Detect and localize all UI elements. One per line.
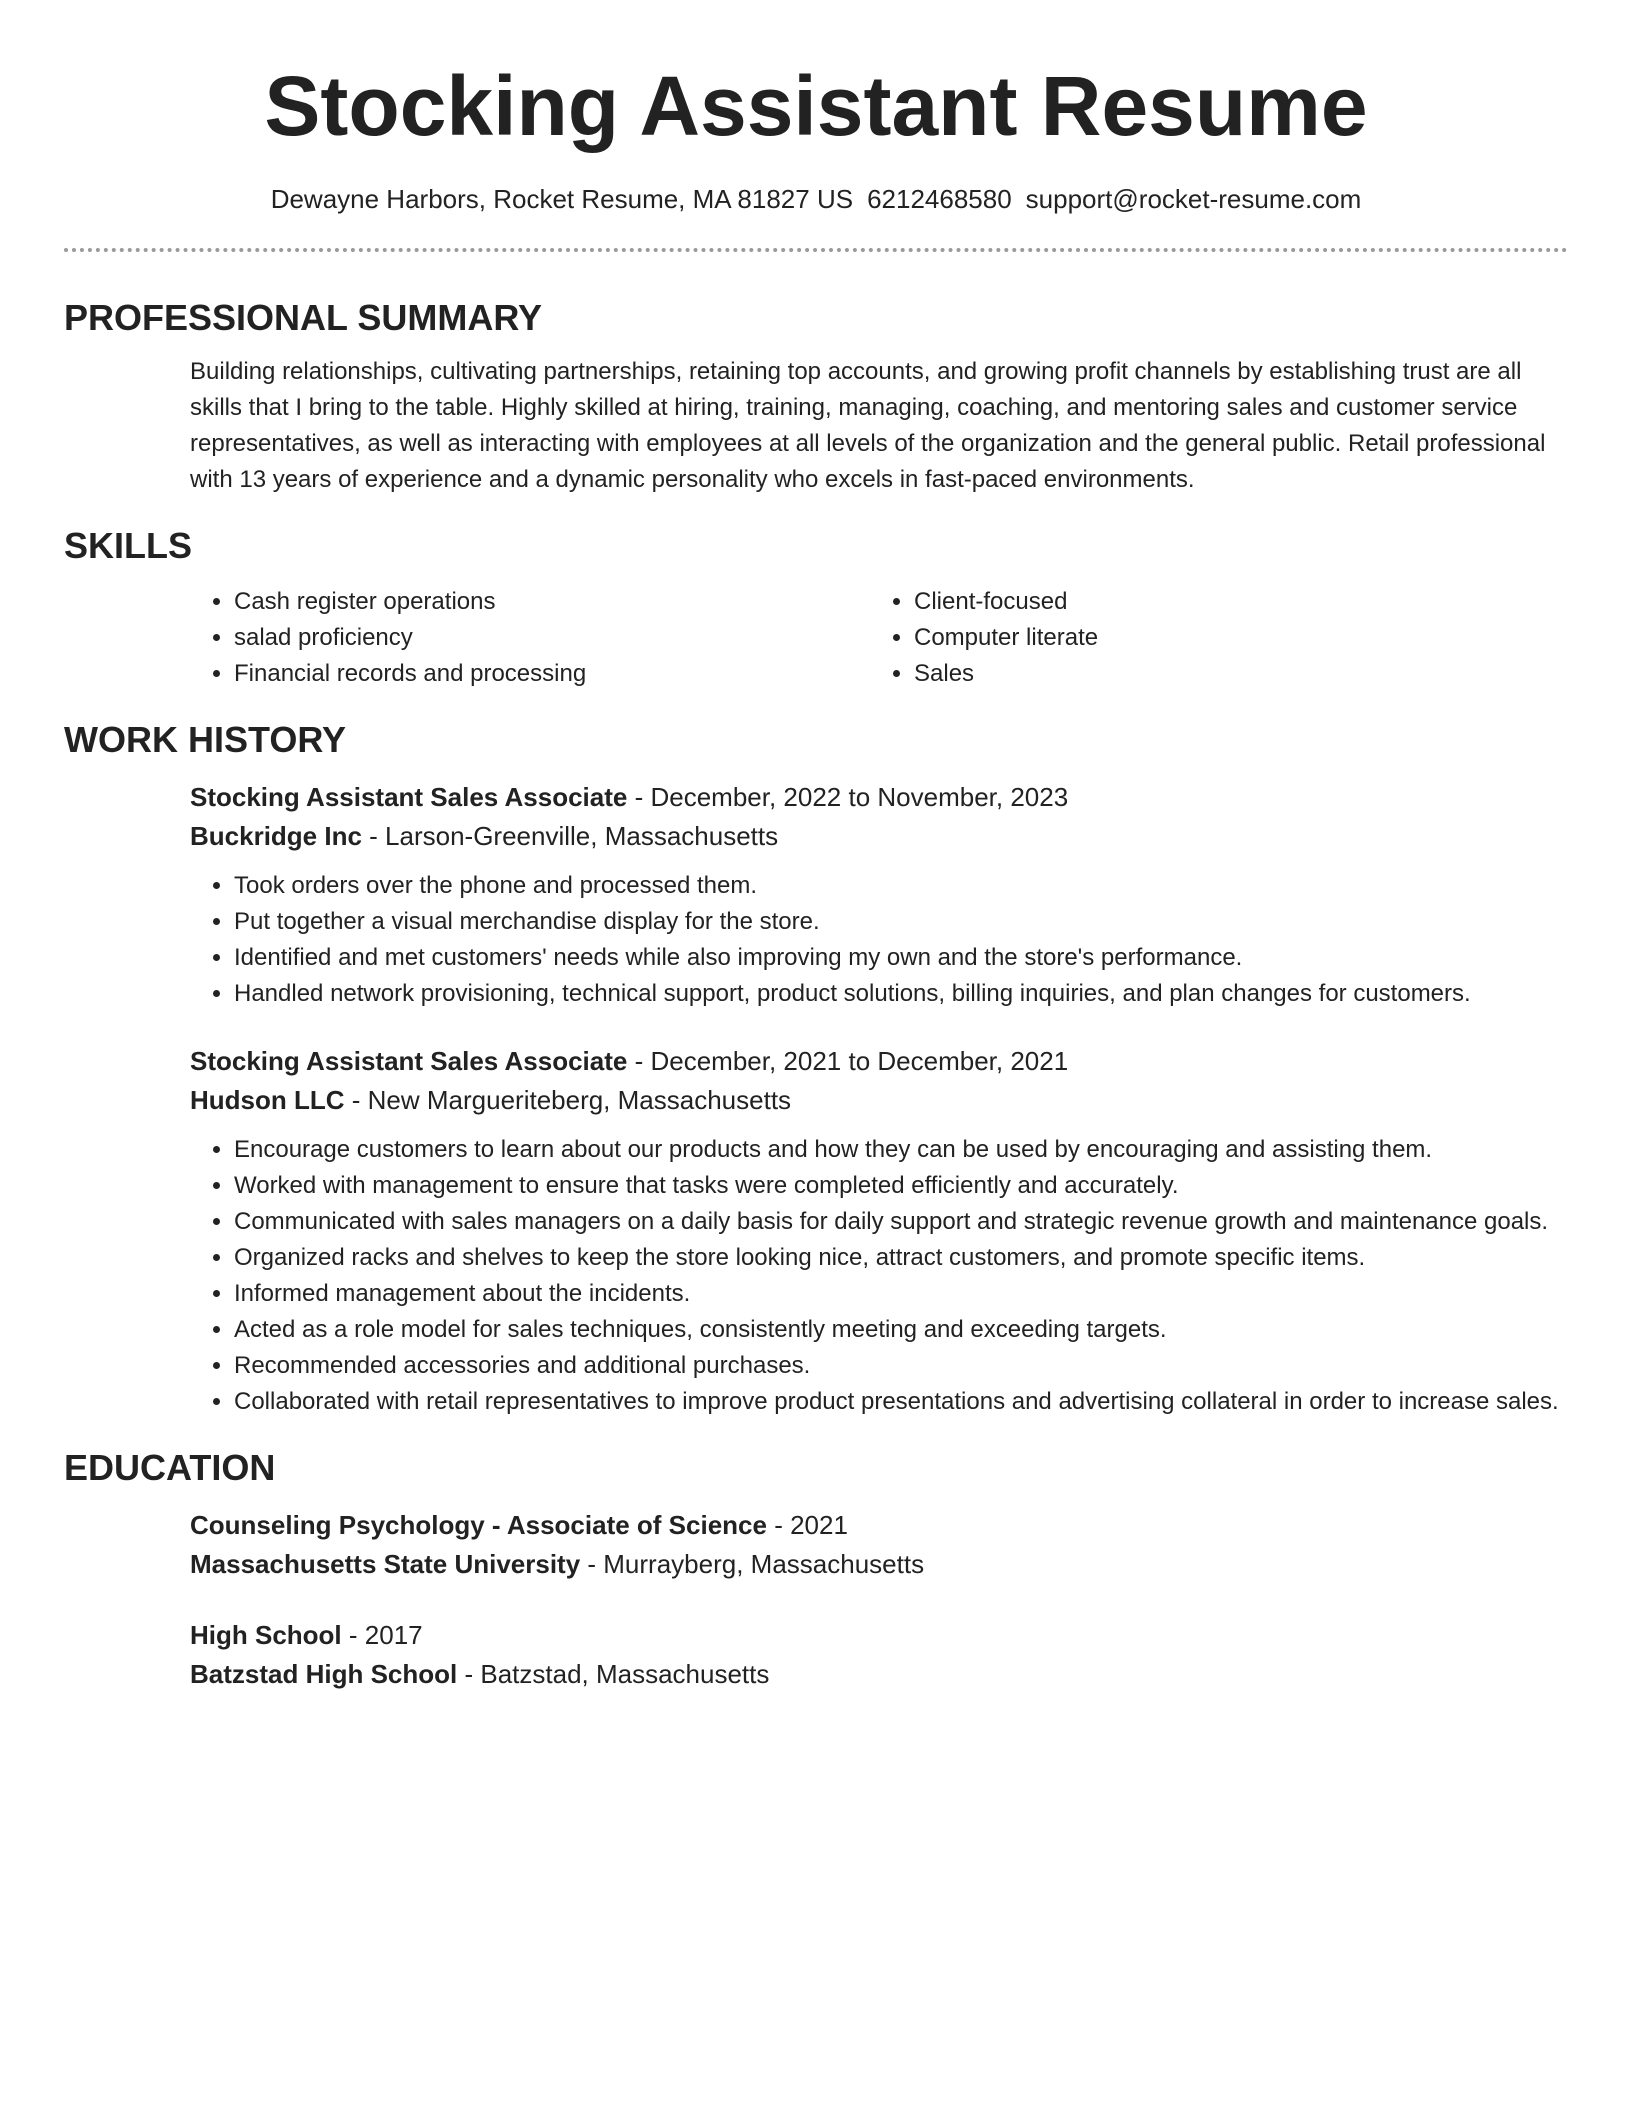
- job-dates: - December, 2022 to November, 2023: [627, 782, 1069, 812]
- job-entry: [190, 778, 1568, 1012]
- skills-list: [190, 584, 1568, 692]
- job-bullet: • Encourage customers to learn about our products and how they can be used by encouraging and assisting them.: [234, 1132, 1568, 1168]
- job-company-line: [190, 817, 1568, 856]
- contact-line: [64, 182, 1568, 216]
- school-line: [190, 1655, 1568, 1694]
- resume-page: [64, 0, 1568, 1694]
- contact-email: support@rocket-resume.com: [1025, 184, 1362, 214]
- job-bullets: [190, 868, 1568, 1012]
- job-company-line: [190, 1081, 1568, 1120]
- job-title: Stocking Assistant Sales Associate: [190, 782, 628, 812]
- job-bullet: • Collaborated with retail representatives to improve product presentations and advertising collateral in order to increase sales.: [234, 1384, 1568, 1420]
- summary-text: Building relationships, cultivating partnerships, retaining top accounts, and growing profit channels by establishing trust are all skills that I bring to the table. Highly skilled at hiring, training, managing, coaching, and mentoring sales and customer service representatives, as well as interacting with employees at all levels of the organization and the general public. Retail professional with 13 years of experience and a dynamic personality who excels in fast-paced environments.: [190, 358, 1546, 493]
- school-line: [190, 1545, 1568, 1584]
- job-bullet: • Informed management about the incidents.: [234, 1276, 1568, 1312]
- header-divider: [64, 248, 1568, 252]
- summary-heading: PROFESSIONAL SUMMARY: [64, 297, 543, 338]
- skill-item: • Sales: [914, 656, 1550, 692]
- degree-year: - 2017: [341, 1620, 423, 1650]
- job-bullet: • Took orders over the phone and processed them.: [234, 868, 1568, 904]
- school-name: Massachusetts State University: [190, 1549, 581, 1579]
- contact-address: Dewayne Harbors, Rocket Resume, MA 81827 US: [270, 184, 854, 214]
- job-location: - Larson-Greenville, Massachusetts: [361, 821, 779, 851]
- work-history-heading: WORK HISTORY: [64, 719, 347, 760]
- degree-name: Counseling Psychology - Associate of Science: [190, 1510, 767, 1540]
- education-entry: [190, 1506, 1568, 1584]
- job-title: Stocking Assistant Sales Associate: [190, 1046, 628, 1076]
- job-bullet: • Handled network provisioning, technical support, product solutions, billing inquiries, and plan changes for customers.: [234, 976, 1568, 1012]
- degree-name: High School: [190, 1620, 342, 1650]
- job-entry: [190, 1042, 1568, 1420]
- job-title-line: [190, 778, 1568, 817]
- skill-item: • Computer literate: [914, 620, 1550, 656]
- job-company: Hudson LLC: [190, 1085, 345, 1115]
- resume-title: Stocking Assistant Resume: [264, 59, 1368, 153]
- degree-line: [190, 1616, 1568, 1655]
- job-dates: - December, 2021 to December, 2021: [627, 1046, 1069, 1076]
- school-location: - Batzstad, Massachusetts: [457, 1659, 770, 1689]
- skills-column-left: [190, 584, 870, 692]
- job-bullets: [190, 1132, 1568, 1420]
- degree-year: - 2021: [766, 1510, 848, 1540]
- school-name: Batzstad High School: [190, 1659, 458, 1689]
- job-bullet: • Organized racks and shelves to keep the store looking nice, attract customers, and promote specific items.: [234, 1240, 1568, 1276]
- skills-heading: SKILLS: [64, 525, 193, 566]
- contact-phone: 6212468580: [867, 184, 1012, 214]
- education-heading: EDUCATION: [64, 1447, 276, 1488]
- summary-section: [190, 354, 1568, 498]
- skill-item: • salad proficiency: [234, 620, 870, 656]
- skill-item: • Client-focused: [914, 584, 1550, 620]
- degree-line: [190, 1506, 1568, 1545]
- job-bullet: • Acted as a role model for sales techniques, consistently meeting and exceeding targets.: [234, 1312, 1568, 1348]
- skill-item: • Financial records and processing: [234, 656, 870, 692]
- job-bullet: • Recommended accessories and additional purchases.: [234, 1348, 1568, 1384]
- job-bullet: • Communicated with sales managers on a daily basis for daily support and strategic revenue growth and maintenance goals.: [234, 1204, 1568, 1240]
- skill-item: • Cash register operations: [234, 584, 870, 620]
- skills-column-right: [870, 584, 1550, 692]
- school-location: - Murrayberg, Massachusetts: [580, 1549, 925, 1579]
- job-company: Buckridge Inc: [190, 821, 362, 851]
- job-location: - New Margueriteberg, Massachusetts: [344, 1085, 792, 1115]
- education-entry: [190, 1616, 1568, 1694]
- job-bullet: • Put together a visual merchandise display for the store.: [234, 904, 1568, 940]
- job-bullet: • Worked with management to ensure that tasks were completed efficiently and accurately.: [234, 1168, 1568, 1204]
- job-bullet: • Identified and met customers' needs while also improving my own and the store's performance.: [234, 940, 1568, 976]
- job-title-line: [190, 1042, 1568, 1081]
